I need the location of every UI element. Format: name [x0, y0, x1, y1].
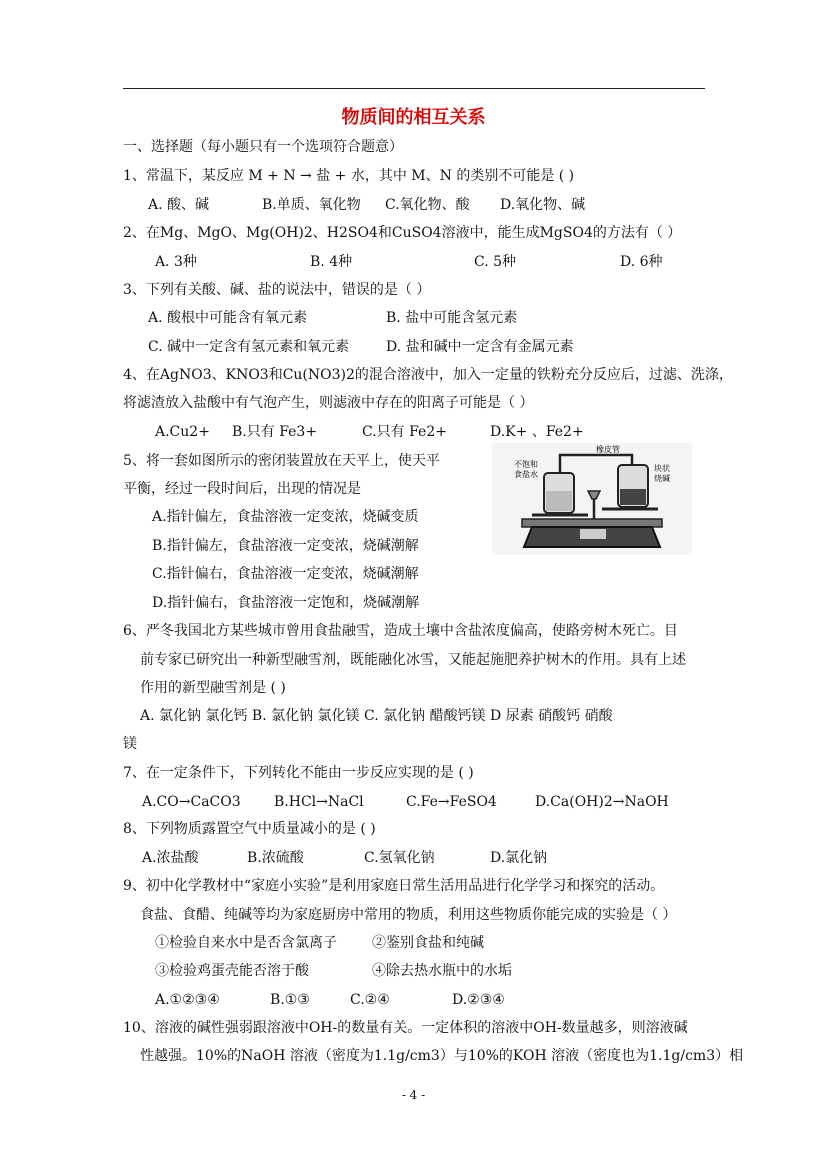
q3-option-d: D. 盐和碱中一定含有金属元素	[386, 339, 574, 355]
q2-option-a: A. 3种	[155, 254, 197, 270]
q1-option-c: C.氧化物、酸	[385, 197, 470, 213]
page-number: - 4 -	[401, 1088, 426, 1102]
q5-option-c: C.指针偏右，食盐溶液一定变浓，烧碱潮解	[152, 566, 419, 582]
q4-option-b: B.只有 Fe3+	[232, 424, 318, 440]
q3-option-c: C. 碱中一定含有氢元素和氧元素	[148, 339, 350, 355]
question-8-stem: 8、下列物质露置空气中质量减小的是 ( )	[123, 821, 376, 837]
question-7-stem: 7、在一定条件下，下列转化不能由一步反应实现的是 ( )	[123, 765, 474, 781]
q2-option-d: D. 6种	[620, 254, 663, 270]
question-10-line1: 10、溶液的碱性强弱跟溶液中OH-的数量有关。一定体积的溶液中OH-数量越多，则溶液碱	[123, 1020, 688, 1036]
q9-item-2: ②鉴别食盐和纯碱	[372, 935, 484, 951]
q6-options: A. 氯化钠 氯化钙 B. 氯化钠 氯化镁 C. 氯化钠 醋酸钙镁 D 尿素 硝酸钙 硝酸	[140, 708, 613, 724]
question-6-line3: 作用的新型融雪剂是 ( )	[140, 680, 286, 696]
question-9-line1: 9、初中化学教材中“家庭小实验”是利用家庭日常生活用品进行化学学习和探究的活动。	[123, 878, 665, 894]
q4-option-d: D.K+ 、Fe2+	[490, 424, 584, 440]
q7-option-c: C.Fe→FeSO4	[406, 794, 497, 810]
question-5-stem-line1: 5、将一套如图所示的密闭装置放在天平上，使天平	[123, 453, 440, 469]
question-6-line1: 6、严冬我国北方某些城市曾用食盐融雪，造成土壤中含盐浓度偏高，使路旁树木死亡。目	[123, 623, 678, 639]
q2-option-b: B. 4种	[310, 254, 353, 270]
header-rule	[123, 88, 705, 89]
q7-option-d: D.Ca(OH)2→NaOH	[535, 794, 669, 810]
q9-item-4: ④除去热水瓶中的水垢	[372, 963, 512, 979]
question-6-line2: 前专家已研究出一种新型融雪剂，既能融化冰雪，又能起施肥养护树木的作用。具有上述	[140, 652, 686, 668]
q2-option-c: C. 5种	[474, 254, 517, 270]
q8-option-c: C.氢氧化钠	[364, 850, 435, 866]
question-4-stem-line1: 4、在AgNO3、KNO3和Cu(NO3)2的混合溶液中，加入一定量的铁粉充分反应后，过滤、洗涤，	[123, 367, 733, 383]
q9-option-a: A.①②③④	[155, 992, 220, 1008]
q9-item-1: ①检验自来水中是否含氯离子	[155, 935, 337, 951]
q5-option-a: A.指针偏左，食盐溶液一定变浓，烧碱变质	[152, 509, 419, 525]
q6-options-tail: 镁	[123, 736, 137, 752]
q7-option-b: B.HCl→NaCl	[274, 794, 364, 810]
q4-option-c: C.只有 Fe2+	[362, 424, 447, 440]
q3-option-b: B. 盐中可能含氢元素	[386, 310, 518, 326]
right-label-2: 烧碱	[654, 474, 670, 483]
q8-option-d: D.氯化钠	[490, 850, 548, 866]
left-label-1: 不饱和	[514, 460, 538, 469]
question-3-stem: 3、下列有关酸、碱、盐的说法中，错误的是（ ）	[123, 282, 431, 298]
q9-item-3: ③检验鸡蛋壳能否溶于酸	[155, 963, 309, 979]
q5-option-d: D.指针偏右，食盐溶液一定饱和，烧碱潮解	[152, 595, 420, 611]
right-label-1: 块状	[654, 464, 670, 473]
section-heading: 一、选择题（每小题只有一个选项符合题意）	[123, 139, 403, 155]
question-2-stem: 2、在Mg、MgO、Mg(OH)2、H2SO4和CuSO4溶液中，能生成MgSO4的方法有（ ）	[123, 225, 682, 241]
q3-option-a: A. 酸根中可能含有氧元素	[148, 310, 308, 326]
q8-option-a: A.浓盐酸	[142, 850, 199, 866]
q8-option-b: B.浓硫酸	[247, 850, 304, 866]
question-1-stem: 1、常温下，某反应 M + N → 盐 + 水，其中 M、N 的类别不可能是 ( )	[123, 168, 575, 184]
question-10-line2: 性越强。10%的NaOH 溶液（密度为1.1g/cm3）与10%的KOH 溶液（密度也为1.1g/cm3）相	[140, 1048, 744, 1064]
question-5-stem-line2: 平衡，经过一段时间后，出现的情况是	[123, 481, 361, 497]
tube-label: 橡皮管	[596, 445, 620, 454]
left-label-2: 食盐水	[514, 470, 538, 479]
question-4-stem-line2: 将滤渣放入盐酸中有气泡产生，则滤液中存在的阳离子可能是（ ）	[123, 395, 534, 411]
q1-option-b: B.单质、氧化物	[262, 197, 361, 213]
page-title: 物质间的相互关系	[341, 107, 486, 128]
balance-apparatus-figure	[492, 443, 692, 555]
q4-option-a: A.Cu2+	[155, 424, 210, 440]
q1-option-d: D.氧化物、碱	[500, 197, 586, 213]
q5-option-b: B.指针偏左，食盐溶液一定变浓，烧碱潮解	[152, 538, 419, 554]
question-9-line2: 食盐、食醋、纯碱等均为家庭厨房中常用的物质，利用这些物质你能完成的实验是（ ）	[140, 907, 677, 923]
q9-option-d: D.②③④	[452, 992, 505, 1008]
q9-option-b: B.①③	[270, 992, 310, 1008]
q9-option-c: C.②④	[350, 992, 390, 1008]
q1-option-a: A. 酸、碱	[148, 197, 210, 213]
q7-option-a: A.CO→CaCO3	[142, 794, 241, 810]
